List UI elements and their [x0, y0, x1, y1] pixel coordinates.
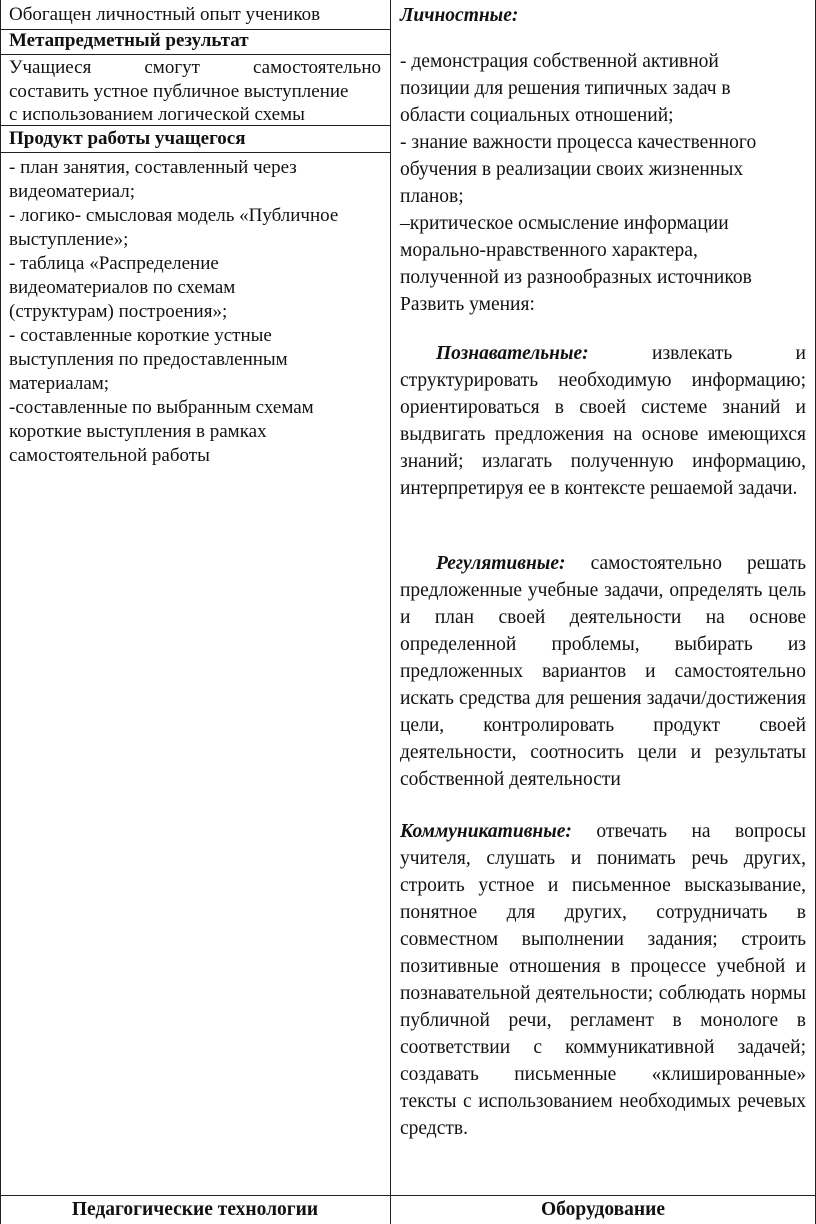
list-item: морально-нравственного характера,	[400, 240, 698, 261]
list-item: Развить умения:	[400, 294, 535, 315]
list-item: позиции для решения типичных задач в	[400, 78, 731, 99]
list-item: - демонстрация собственной активной	[400, 51, 719, 72]
list-item: обучения в реализации своих жизненных	[400, 159, 744, 180]
list-item: -составленные по выбранным схемам	[9, 397, 314, 418]
list-item: - логико- смысловая модель «Публичное	[9, 205, 339, 226]
row-divider	[0, 54, 391, 55]
regulatory-text: самостоятельно решать предложенные учебные задачи, определять цель и план своей деятельности на основе определенной проблемы, выбирать из предложенных вариантов и самостоятельно искать средства для решения задачи/достижения цели, контролировать продукт своей деятельности, соотносить цели и результаты собственной деятельности	[400, 553, 806, 790]
equipment-heading: Оборудование	[540, 1199, 666, 1220]
table-column-divider	[390, 0, 391, 1224]
list-item: короткие выступления в рамках	[9, 421, 267, 442]
communicative-heading: Коммуникативные:	[400, 821, 572, 842]
product-heading: Продукт работы учащегося	[9, 128, 246, 149]
list-item: материалам;	[9, 373, 110, 394]
row-divider	[0, 152, 391, 153]
document-page: Обогащен личностный опыт учеников Метапредметный результат Учащиеся смогут самостоятельно составить устное публичное выступление с использованием логической схемы Продукт работы учащегося - план занятия, составленный через видеоматериал; - логико- смысловая модель «Публичное выступление»; - таблица «Распределение видеоматериалов по схемам (структурам) построения»; - составленные короткие устные выступления по предоставленным материалам; -составленные по выбранным схемам короткие выступления в рамках самостоятельной работы Личностные: - демонстрация собственной активной позиции для решения типичных задач в области социальных отношений; - знание важности процесса качественного обучения в реализации своих жизненных планов; –критическое осмысление информации морально-нравственного характера, полученной из разнообразных источников Развить умения: Познавательные: извлекать и структурировать необходимую информацию; ориентироваться в своей системе знаний и выдвигать предложения на основе имеющихся знаний; излагать полученную информацию, интерпретируя ее в контексте решаемой задачи. Регулятивные: самостоятельно решать предложенные учебные задачи, определять цель и план своей деятельности на основе определенной проблемы, выбирать из предложенных вариантов и самостоятельно искать средства для решения задачи/достижения цели, контролировать продукт своей деятельности, соотносить цели и результаты собственной деятельности Коммуникативные: отвечать на вопросы учителя, слушать и понимать речь других, строить устное и письменное высказывание, понятное для других, сотрудничать в совместном выполнении задания; строить позитивные отношения в процессе учебной и познавательной деятельности; соблюдать нормы публичной речи, регламент в монологе в соответствии с коммуникативной задачей; создавать письменные «клишированные» тексты с использованием необходимых речевых средств. Педагогические технологии Оборудование	[0, 0, 816, 1224]
list-item: области социальных отношений;	[400, 105, 674, 126]
list-item: - таблица «Распределение	[9, 253, 219, 274]
list-item: - составленные короткие устные	[9, 325, 272, 346]
personal-experience-text: Обогащен личностный опыт учеников	[9, 4, 321, 25]
cognitive-text: извлекать и структурировать необходимую информацию; ориентироваться в своей системе знаний и выдвигать предложения на основе имеющихся знаний; излагать полученную информацию, интерпретируя ее в контексте решаемой задачи.	[400, 343, 806, 499]
list-item: планов;	[400, 186, 464, 207]
cognitive-paragraph	[400, 340, 806, 502]
footer-divider	[0, 1195, 816, 1196]
pedagogical-technologies-heading: Педагогические технологии	[71, 1199, 319, 1220]
list-item: (структурам) построения»;	[9, 301, 228, 322]
list-item: –критическое осмысление информации	[400, 213, 729, 234]
list-item: полученной из разнообразных источников	[400, 267, 752, 288]
personal-results-heading: Личностные:	[400, 5, 519, 26]
list-item: выступление»;	[9, 229, 129, 250]
list-item: видеоматериалов по схемам	[9, 277, 236, 298]
list-item: - план занятия, составленный через	[9, 157, 297, 178]
regulatory-paragraph	[400, 550, 806, 793]
meta-result-heading: Метапредметный результат	[9, 30, 249, 51]
list-item: - знание важности процесса качественного	[400, 132, 757, 153]
communicative-text: отвечать на вопросы учителя, слушать и понимать речь других, строить устное и письменное высказывание, понятное для других, сотрудничать в совместном выполнении задания; строить позитивные отношения в процессе учебной и познавательной деятельности; соблюдать нормы публичной речи, регламент в монологе в соответствии с коммуникативной задачей; создавать письменные «клишированные» тексты с использованием необходимых речевых средств.	[400, 821, 807, 1139]
cognitive-heading: Познавательные:	[436, 343, 589, 364]
list-item: самостоятельной работы	[9, 445, 210, 466]
list-item: выступления по предоставленным	[9, 349, 288, 370]
regulatory-heading: Регулятивные:	[436, 553, 566, 574]
table-border-left	[0, 0, 1, 1224]
communicative-paragraph	[400, 818, 806, 1142]
list-item: видеоматериал;	[9, 181, 135, 202]
